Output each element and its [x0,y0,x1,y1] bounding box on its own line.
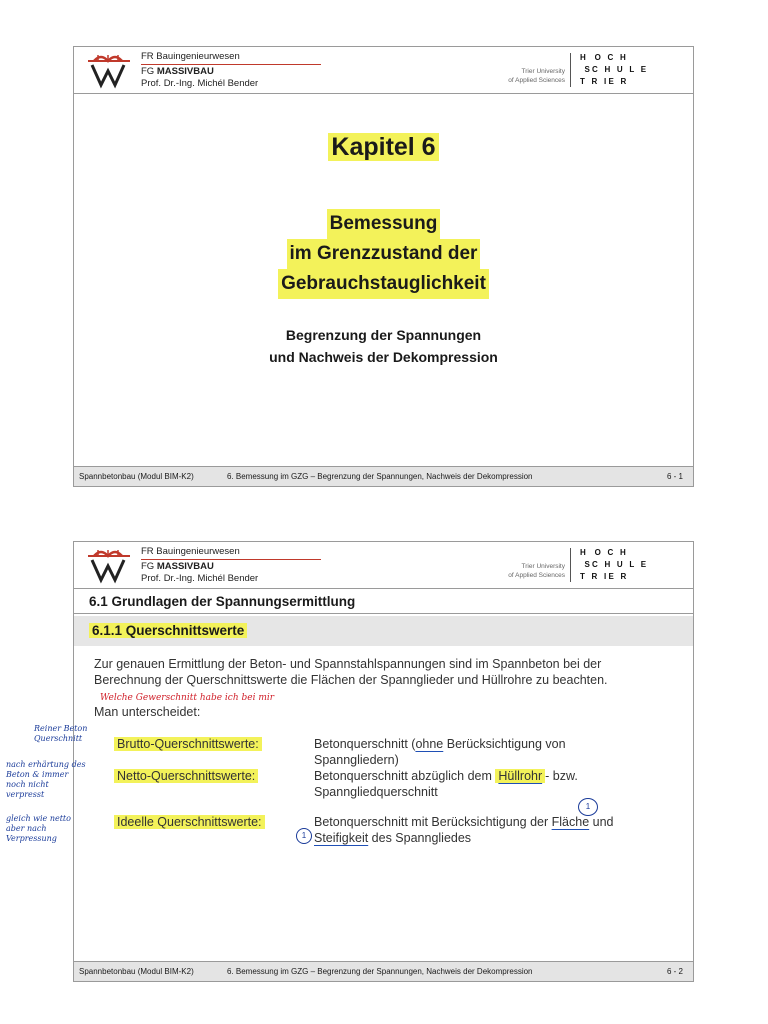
slide-header [74,542,693,589]
term-label: Netto-Querschnittswerte: [114,768,314,784]
university-logo [84,51,134,89]
slide-footer: Spannbetonbau (Modul BIM-K2) 6. Bemessung im GZG – Begrenzung der Spannungen, Nachweis der Dekompression 6 - 2 [74,961,693,981]
section-heading: 6.1 Grundlagen der Spannungsermittlung [74,589,693,614]
faculty-label: FR Bauingenieurwesen [141,51,240,62]
handwritten-note-red: Welche Gewerschnitt habe ich bei mir [100,693,275,703]
definition-row-ideell [114,814,644,846]
term-definition: Betonquerschnitt mit Berücksichtigung der Fläche und Steifigkeit des Spanngliedes [314,815,614,845]
slide-1 [73,46,694,487]
page-number: 6 - 2 [666,967,683,976]
definition-row-brutto [114,736,644,768]
header-divider [570,548,571,582]
slide-header [74,47,693,94]
chapter-title: Kapitel 6 [74,133,693,162]
term-label: Ideelle Querschnittswerte: [114,814,314,830]
term-label: Brutto-Querschnittswerte: [114,736,314,752]
hochschule-trier-wordmark: H O C H S C H U L E T R I E R [580,53,647,86]
university-name: Trier University of Applied Sciences [508,563,565,579]
handwritten-note-brutto: Reiner Beton Querschnitt [34,724,88,743]
chapter-subtitle: Bemessung im Grenzzustand der Gebrauchstauglichkeit [74,209,693,299]
term-definition: Betonquerschnitt (ohne Berücksichtigung von Spanngliedern) [314,737,566,767]
handwritten-circle-2: 1 [296,828,312,844]
handwritten-note-ideell: gleich wie netto aber nach Verpressung [6,814,71,843]
department-label: FG MASSIVBAU [141,561,214,572]
header-rule [141,64,321,65]
hochschule-trier-wordmark: H O C H S C H U L E T R I E R [580,548,647,581]
intro-paragraph: Zur genauen Ermittlung der Beton- und Spannstahlspannungen sind im Spannbeton bei der Berechnung der Querschnittswerte die Flächen der Spannglieder und Hüllrohre zu beachten. Welche Gewerschnitt habe ich bei mir Man unterscheidet: [94,657,608,719]
institution-block [141,51,321,90]
page-number: 6 - 1 [666,472,683,481]
university-logo [84,546,134,584]
handwritten-note-netto: nach erhärtung des Beton & immer noch nicht verpresst [6,760,86,799]
header-divider [570,53,571,87]
term-definition: Betonquerschnitt abzüglich dem Hüllrohr - bzw. Spanngliedquerschnitt [314,769,578,799]
university-name: Trier University of Applied Sciences [508,68,565,84]
definition-row-netto [114,768,644,800]
header-rule [141,559,321,560]
slide-2 [73,541,694,982]
professor-label: Prof. Dr.-Ing. Michél Bender [141,78,259,89]
slide-footer: Spannbetonbau (Modul BIM-K2) 6. Bemessung im GZG – Begrenzung der Spannungen, Nachweis der Dekompression 6 - 1 [74,466,693,486]
subsection-heading: 6.1.1 Querschnittswerte [74,616,693,646]
handwritten-circle-1: 1 [578,798,598,816]
institution-block [141,546,321,585]
chapter-description: Begrenzung der Spannungen und Nachweis der Dekompression [269,327,498,365]
professor-label: Prof. Dr.-Ing. Michél Bender [141,573,259,584]
faculty-label: FR Bauingenieurwesen [141,546,240,557]
department-label: FG MASSIVBAU [141,66,214,77]
